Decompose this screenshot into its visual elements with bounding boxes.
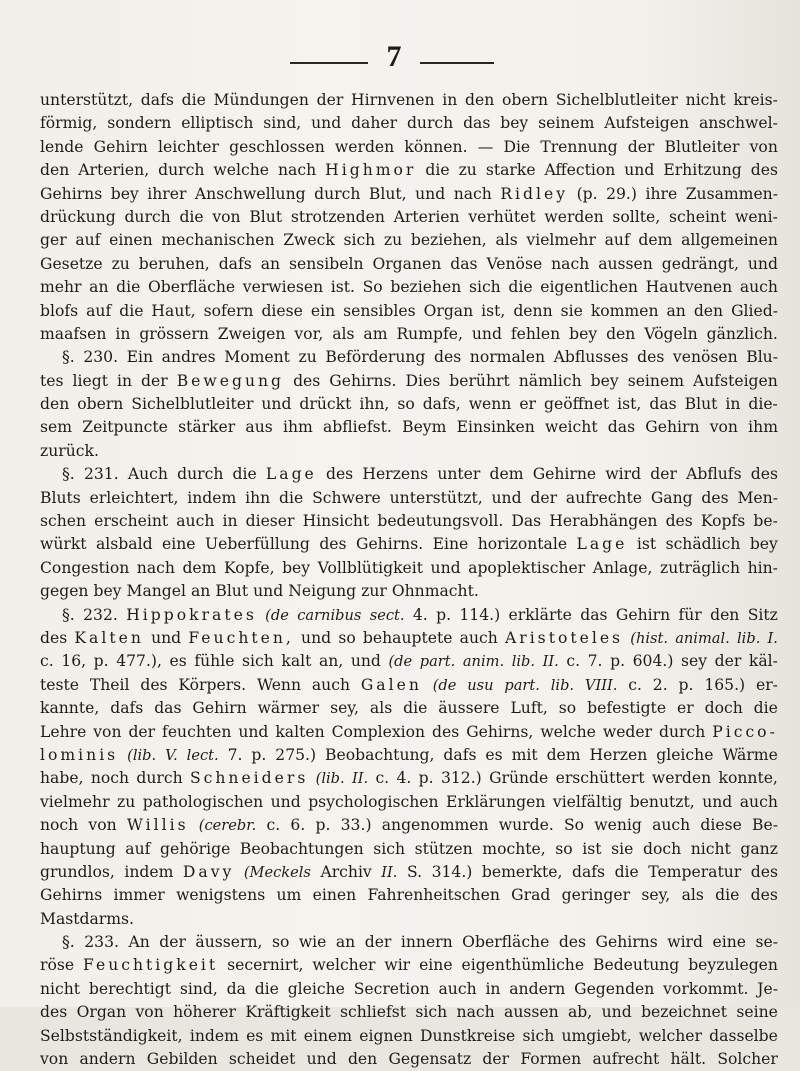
text-line: c. 16, p. 477.), es fühle sich kalt an, und (de part. anim. lib. II. c. 7. p. 604.) sey der käl-: [40, 652, 778, 671]
text-line: kannte, dafs das Gehirn wärmer sey, als die äussere Luft, so befestigte er doch die: [40, 699, 778, 718]
text-line: §. 230. Ein andres Moment zu Beförderung des normalen Abflusses des venösen Blu-: [62, 348, 778, 367]
text-line: sem Zeitpuncte stärker aus ihm abfliefst. Beym Einsinken weicht das Gehirn von ihm: [40, 418, 778, 437]
text-line: maafsen in grössern Zweigen vor, als am Rumpfe, und fehlen bey den Vögeln gänzlich.: [40, 324, 778, 343]
text-line: Congestion nach dem Kopfe, bey Vollblütigkeit und apoplektischer Anlage, zuträglich hin-: [40, 558, 778, 577]
text-line: gegen bey Mangel an Blut und Neigung zur Ohnmacht.: [40, 582, 479, 601]
text-line: tes liegt in der Bewegung des Gehirns. Dies berührt nämlich bey seinem Aufsteigen: [40, 371, 778, 390]
body-text: [40, 89, 778, 1071]
page-header: [0, 40, 800, 80]
text-line: drückung durch die von Blut strotzenden Arterien verhütet werden sollte, scheint weni-: [40, 207, 778, 226]
text-line: Bluts erleichtert, indem ihn die Schwere unterstützt, und der aufrechte Gang des Men-: [40, 488, 778, 507]
text-line: mehr an die Oberfläche verwiesen ist. So beziehen sich die eigentlichen Hautvenen auch: [40, 278, 778, 297]
text-line: Gesetze zu beruhen, dafs an sensibeln Organen das Venöse nach aussen gedrängt, und: [40, 254, 778, 273]
text-line: zurück.: [40, 441, 99, 460]
text-line: lende Gehirn leichter geschlossen werden können. — Die Trennung der Blutleiter von: [40, 137, 778, 156]
page-number: 7: [386, 40, 402, 73]
text-line: unterstützt, dafs die Mündungen der Hirnvenen in den obern Sichelblutleiter nicht kreis-: [40, 91, 778, 109]
text-line: röse Feuchtigkeit secernirt, welcher wir eine eigenthümliche Bedeutung beyzulegen: [40, 956, 778, 975]
header-rule-right: [420, 62, 494, 64]
text-line: des Kalten und Feuchten, und so behauptete auch Aristoteles (hist. animal. lib. I.: [40, 628, 778, 647]
text-line: hauptung auf gehörige Beobachtungen sich stützen mochte, so ist sie doch nicht ganz: [40, 839, 778, 858]
text-line: den Arterien, durch welche nach Highmor die zu starke Affection und Erhitzung des: [40, 161, 778, 180]
text-line: §. 232. Hippokrates (de carnibus sect. 4. p. 114.) erklärte das Gehirn für den Sitz: [62, 605, 778, 624]
text-line: den obern Sichelblutleiter und drückt ihn, so dafs, wenn er geöffnet ist, das Blut in die-: [40, 395, 778, 414]
text-line: teste Theil des Körpers. Wenn auch Galen (de usu part. lib. VIII. c. 2. p. 165.) er-: [40, 675, 778, 694]
text-line: förmig, sondern elliptisch sind, und daher durch das bey seinem Aufsteigen anschwel-: [40, 114, 778, 133]
text-line: Gehirns bey ihrer Anschwellung durch Blut, und nach Ridley (p. 29.) ihre Zusammen-: [40, 184, 778, 203]
text-line: Gehirns immer wenigstens um einen Fahrenheitschen Grad geringer sey, als die des: [40, 886, 778, 905]
text-line: habe, noch durch Schneiders (lib. II. c. 4. p. 312.) Gründe erschüttert werden konnte,: [40, 769, 778, 788]
text-line: schen erscheint auch in dieser Hinsicht bedeutungsvoll. Das Herabhängen des Kopfs be-: [40, 512, 778, 531]
text-line: Selbstständigkeit, indem es mit einem eignen Dunstkreise sich umgiebt, welcher dasselbe: [40, 1026, 778, 1045]
text-line: §. 233. An der äussern, so wie an der innern Oberfläche des Gehirns wird eine se-: [62, 933, 778, 952]
text-line: von andern Gebilden scheidet und den Gegensatz der Formen aufrecht hält. Solcher: [40, 1050, 778, 1069]
text-line: würkt alsbald eine Ueberfüllung des Gehirns. Eine horizontale Lage ist schädlich bey: [40, 535, 778, 554]
text-line: lominis (lib. V. lect. 7. p. 275.) Beobachtung, dafs es mit dem Herzen gleiche Wärme: [40, 745, 778, 764]
text-line: grundlos, indem Davy (Meckels Archiv II. S. 314.) bemerkte, dafs die Temperatur des: [40, 862, 778, 881]
text-line: noch von Willis (cerebr. c. 6. p. 33.) angenommen wurde. So wenig auch diese Be-: [40, 816, 778, 835]
header-rule-left: [290, 62, 368, 64]
text-line: Lehre von der feuchten und kalten Complexion des Gehirns, welche weder durch Picco-: [40, 722, 778, 741]
text-line: Mastdarms.: [40, 909, 135, 928]
text-line: vielmehr zu pathologischen und psychologischen Erklärungen vielfältig benutzt, und auch: [40, 792, 778, 811]
text-line: §. 231. Auch durch die Lage des Herzens unter dem Gehirne wird der Abflufs des: [62, 465, 778, 484]
text-line: des Organ von höherer Kräftigkeit schliefst sich nach aussen ab, und bezeichnet seine: [40, 1003, 778, 1022]
text-line: nicht berechtigt sind, da die gleiche Secretion auch in andern Gegenden vorkommt. Je-: [40, 979, 778, 998]
text-line: ger auf einen mechanischen Zweck sich zu beziehen, als vielmehr auf dem allgemeinen: [40, 231, 778, 250]
text-line: blofs auf die Haut, sofern diese ein sensibles Organ ist, denn sie kommen an den Glied-: [40, 301, 778, 320]
